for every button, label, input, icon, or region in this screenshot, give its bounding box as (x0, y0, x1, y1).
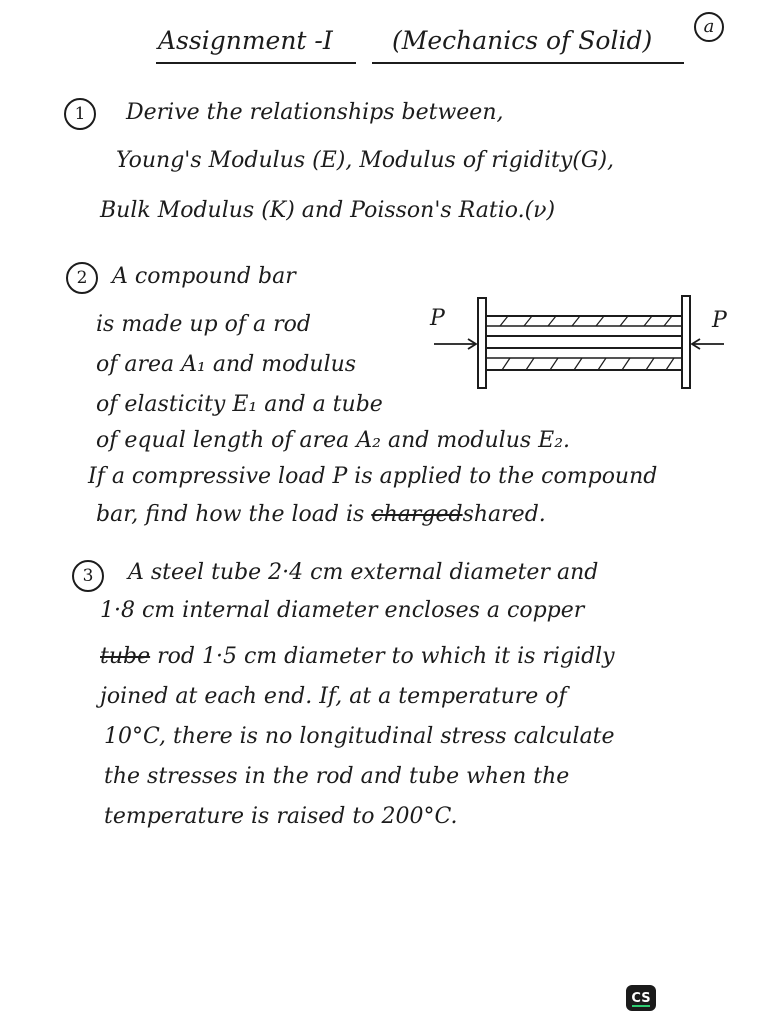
compound-bar-sketch (428, 288, 748, 398)
struck-word: tube (100, 644, 151, 669)
question-2-line-6: If a compressive load P is applied to the compound (88, 464, 658, 489)
right-end-plate (682, 296, 690, 388)
question-3-line-3: tube rod 1·5 cm diameter to which it is rigidly (100, 644, 615, 669)
question-1-line-3: Bulk Modulus (K) and Poisson's Ratio.(ν) (100, 198, 556, 223)
corner-circled-label: a (694, 12, 724, 42)
question-2-line-4: of elasticity E₁ and a tube (96, 392, 383, 417)
compound-bar-diagram (428, 288, 748, 398)
camscanner-logo-icon: CS (626, 985, 656, 1011)
left-end-plate (478, 298, 486, 388)
tube-top-hatch (500, 316, 672, 326)
question-3-number: 3 (72, 560, 104, 592)
question-3-line-4: joined at each end. If, at a temperature of (100, 684, 567, 709)
title-underline (156, 62, 356, 64)
question-2-number: 2 (66, 262, 98, 294)
tube-bottom-hatch (502, 358, 674, 370)
question-1-line-1: Derive the relationships between, (126, 100, 504, 125)
question-3-line-1: A steel tube 2·4 cm external diameter and (128, 560, 599, 585)
question-2-line-2: is made up of a rod (96, 312, 311, 337)
question-3-line-7: temperature is raised to 200°C. (104, 804, 458, 829)
question-2-line-1: A compound bar (112, 264, 296, 289)
question-3-line-5: 10°C, there is no longitudinal stress calculate (104, 724, 615, 749)
question-2-line-3: of area A₁ and modulus (96, 352, 357, 377)
question-2-line-5: of equal length of area A₂ and modulus E₂. (96, 428, 571, 453)
struck-word: charged (371, 502, 463, 527)
question-1-number: 1 (64, 98, 96, 130)
subject-underline (372, 62, 684, 64)
question-3-line-6: the stresses in the rod and tube when the (104, 764, 570, 789)
question-3-line-2: 1·8 cm internal diameter encloses a copper (100, 598, 585, 623)
left-load-label: P (430, 306, 445, 331)
question-1-line-2: Young's Modulus (E), Modulus of rigidity(G), (116, 148, 615, 173)
right-load-label: P (712, 308, 727, 333)
assignment-title: Assignment -I (158, 26, 333, 55)
subject-title: (Mechanics of Solid) (392, 26, 653, 55)
question-2-line-7: bar, find how the load is chargedshared. (96, 502, 546, 527)
